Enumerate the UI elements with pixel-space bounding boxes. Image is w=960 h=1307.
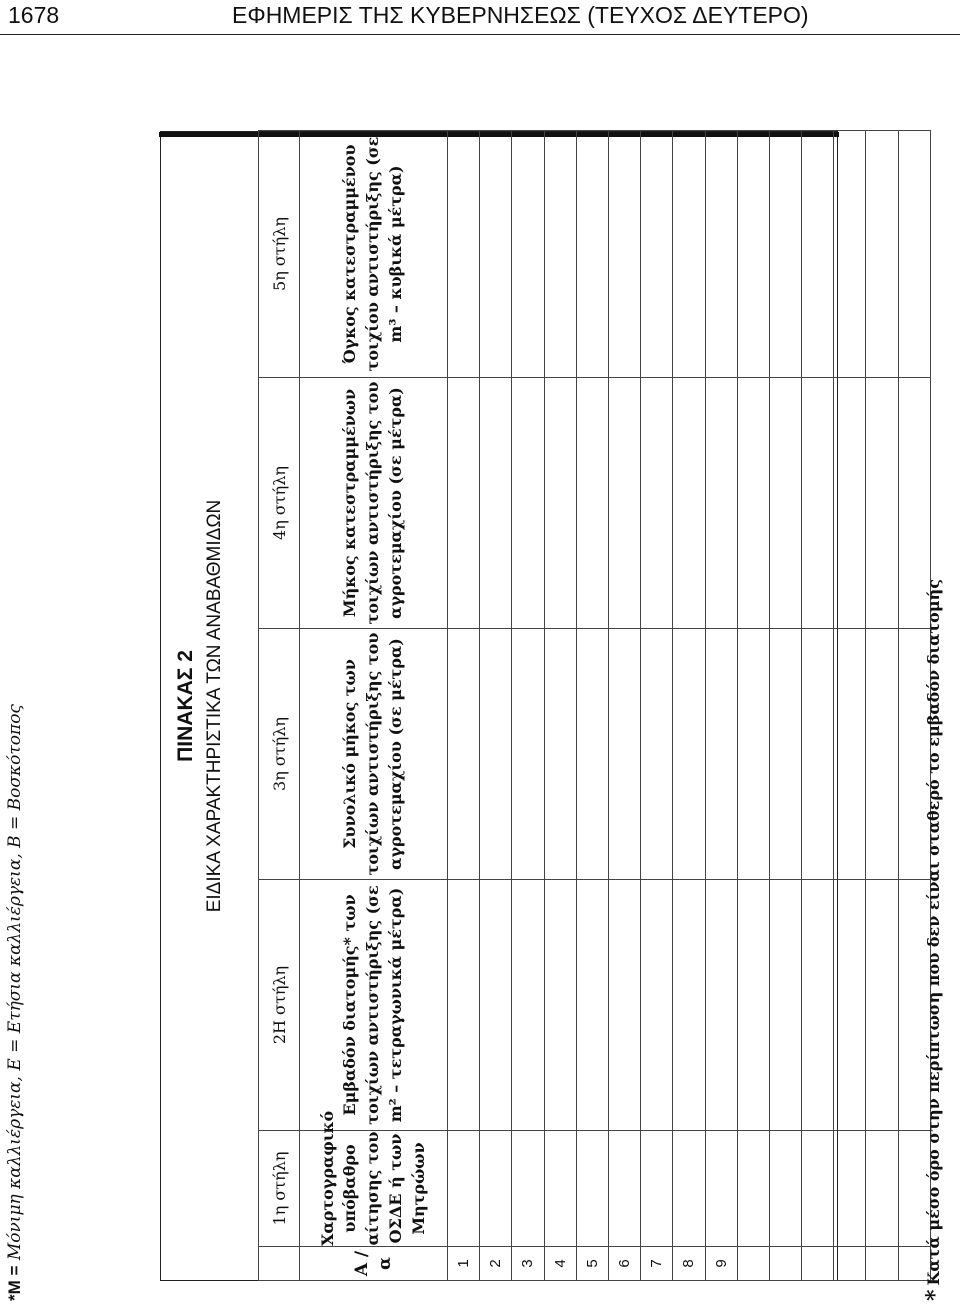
- empty-cell: [705, 131, 737, 378]
- legend-text: Μόνιμη καλλιέργεια, Ε = Ετήσια καλλιέργεια, Β = Βοσκότοπος: [5, 704, 25, 1261]
- empty-cell: [512, 378, 544, 629]
- table-row: [576, 131, 608, 1281]
- empty-cell: [544, 880, 576, 1131]
- column-label: 2Η στήλη: [259, 880, 300, 1131]
- empty-cell: [866, 880, 898, 1131]
- empty-cell: [608, 1131, 640, 1247]
- empty-cell: [448, 378, 480, 629]
- row-number: [866, 1247, 898, 1281]
- empty-cell: [448, 629, 480, 880]
- column-description: Εμβαδόν διατομής* των τοιχίων αντιστήριξης (σε m² – τετραγωνικά μέτρα): [300, 880, 448, 1131]
- empty-cell: [641, 880, 673, 1131]
- row-number: 9: [705, 1247, 737, 1281]
- empty-cell: [866, 378, 898, 629]
- empty-cell: [834, 880, 866, 1131]
- empty-cell: [641, 378, 673, 629]
- terrace-characteristics-table: [258, 130, 931, 1281]
- empty-cell: [673, 378, 705, 629]
- column-description-row: [300, 131, 448, 1281]
- empty-cell: [641, 131, 673, 378]
- empty-cell: [544, 131, 576, 378]
- empty-cell: [673, 1131, 705, 1247]
- row-number: [737, 1247, 769, 1281]
- empty-cell: [866, 131, 898, 378]
- empty-cell: [544, 378, 576, 629]
- table-title: ΠΙΝΑΚΑΣ 2: [174, 650, 197, 762]
- table-row: [769, 131, 801, 1281]
- footnote-marker: *: [922, 1289, 948, 1301]
- row-number: [769, 1247, 801, 1281]
- empty-cell: [448, 131, 480, 378]
- empty-cell: [802, 629, 834, 880]
- empty-cell: [737, 880, 769, 1131]
- empty-cell: [769, 1131, 801, 1247]
- empty-cell: [576, 880, 608, 1131]
- empty-cell: [705, 1131, 737, 1247]
- page-number: 1678: [8, 2, 60, 28]
- table-row: [448, 131, 480, 1281]
- row-number: 4: [544, 1247, 576, 1281]
- row-number: 1: [448, 1247, 480, 1281]
- empty-cell: [802, 131, 834, 378]
- table-body: [448, 131, 931, 1281]
- empty-cell: [802, 378, 834, 629]
- empty-cell: [512, 880, 544, 1131]
- column-description: Χαρτογραφικό υπόβαθρο αίτησης του ΟΣΔΕ ή των Μητρώων: [300, 1131, 448, 1247]
- column-label: 3η στήλη: [259, 629, 300, 880]
- empty-cell: [769, 378, 801, 629]
- empty-cell: [576, 1131, 608, 1247]
- empty-cell: [480, 1131, 512, 1247]
- empty-cell: [866, 1131, 898, 1247]
- crop-type-legend: [5, 704, 25, 1301]
- empty-cell: [512, 629, 544, 880]
- table-row: [802, 131, 834, 1281]
- table-row: [834, 131, 866, 1281]
- empty-cell: [448, 1131, 480, 1247]
- table-row: [512, 131, 544, 1281]
- empty-cell: [705, 629, 737, 880]
- empty-header-cell: [259, 1247, 300, 1281]
- empty-cell: [512, 1131, 544, 1247]
- row-number: 5: [576, 1247, 608, 1281]
- row-number: 3: [512, 1247, 544, 1281]
- empty-cell: [834, 629, 866, 880]
- page-header: [0, 0, 960, 35]
- journal-title: ΕΦΗΜΕΡΙΣ ΤΗΣ ΚΥΒΕΡΝΗΣΕΩΣ (ΤΕΥΧΟΣ ΔΕΥΤΕΡΟ): [232, 2, 809, 28]
- footnote-text: Κατά μέσο όρο στην περίπτωση που δεν είναι σταθερό το εμβαδόν διατομής: [924, 579, 943, 1286]
- empty-cell: [834, 1131, 866, 1247]
- empty-cell: [641, 629, 673, 880]
- empty-cell: [480, 378, 512, 629]
- empty-cell: [769, 131, 801, 378]
- empty-cell: [769, 880, 801, 1131]
- empty-cell: [673, 131, 705, 378]
- row-number: 2: [480, 1247, 512, 1281]
- row-number: 7: [641, 1247, 673, 1281]
- empty-cell: [576, 629, 608, 880]
- empty-cell: [705, 880, 737, 1131]
- column-description: Συνολικό μήκος των τοιχίων αντιστήριξης του αγροτεμαχίου (σε μέτρα): [300, 629, 448, 880]
- column-description: Όγκος κατεστραμμένου τοιχίου αντιστήριξης (σε m³ – κυβικά μέτρα): [300, 131, 448, 378]
- column-number-row: [259, 131, 300, 1281]
- table-row: [608, 131, 640, 1281]
- empty-cell: [834, 131, 866, 378]
- empty-cell: [608, 378, 640, 629]
- empty-cell: [544, 1131, 576, 1247]
- table-row: [480, 131, 512, 1281]
- empty-cell: [705, 378, 737, 629]
- table-row: [673, 131, 705, 1281]
- serial-number-header: Α / α: [300, 1247, 448, 1281]
- table-subtitle: ΕΙΔΙΚΑ ΧΑΡΑΚΤΗΡΙΣΤΙΚΑ ΤΩΝ ΑΝΑΒΑΘΜΙΔΩΝ: [204, 499, 225, 913]
- empty-cell: [480, 629, 512, 880]
- empty-cell: [673, 880, 705, 1131]
- empty-cell: [608, 131, 640, 378]
- empty-cell: [898, 131, 930, 378]
- empty-cell: [673, 629, 705, 880]
- empty-cell: [737, 378, 769, 629]
- empty-cell: [608, 629, 640, 880]
- table-row: [705, 131, 737, 1281]
- empty-cell: [608, 880, 640, 1131]
- empty-cell: [641, 1131, 673, 1247]
- table-row: [544, 131, 576, 1281]
- column-label: 4η στήλη: [259, 378, 300, 629]
- footnote: [922, 579, 948, 1301]
- empty-cell: [576, 378, 608, 629]
- empty-cell: [737, 629, 769, 880]
- column-label: 5η στήλη: [259, 131, 300, 378]
- column-description: Μήκος κατεστραμμένων τοιχίων αντιστήριξης του αγροτεμαχίου (σε μέτρα): [300, 378, 448, 629]
- empty-cell: [480, 880, 512, 1131]
- row-number: 6: [608, 1247, 640, 1281]
- empty-cell: [737, 1131, 769, 1247]
- empty-cell: [737, 131, 769, 378]
- legend-lead: *Μ =: [5, 1265, 24, 1301]
- empty-cell: [576, 131, 608, 378]
- empty-cell: [834, 378, 866, 629]
- table-row: [641, 131, 673, 1281]
- empty-cell: [866, 629, 898, 880]
- row-number: 8: [673, 1247, 705, 1281]
- empty-cell: [802, 1131, 834, 1247]
- empty-cell: [480, 131, 512, 378]
- column-label: 1η στήλη: [259, 1131, 300, 1247]
- empty-cell: [512, 131, 544, 378]
- row-number: [802, 1247, 834, 1281]
- empty-cell: [769, 629, 801, 880]
- empty-cell: [448, 880, 480, 1131]
- empty-cell: [802, 880, 834, 1131]
- rotated-table-page: [0, 37, 960, 1307]
- table-row: [866, 131, 898, 1281]
- table-row: [737, 131, 769, 1281]
- empty-cell: [544, 629, 576, 880]
- row-number: [834, 1247, 866, 1281]
